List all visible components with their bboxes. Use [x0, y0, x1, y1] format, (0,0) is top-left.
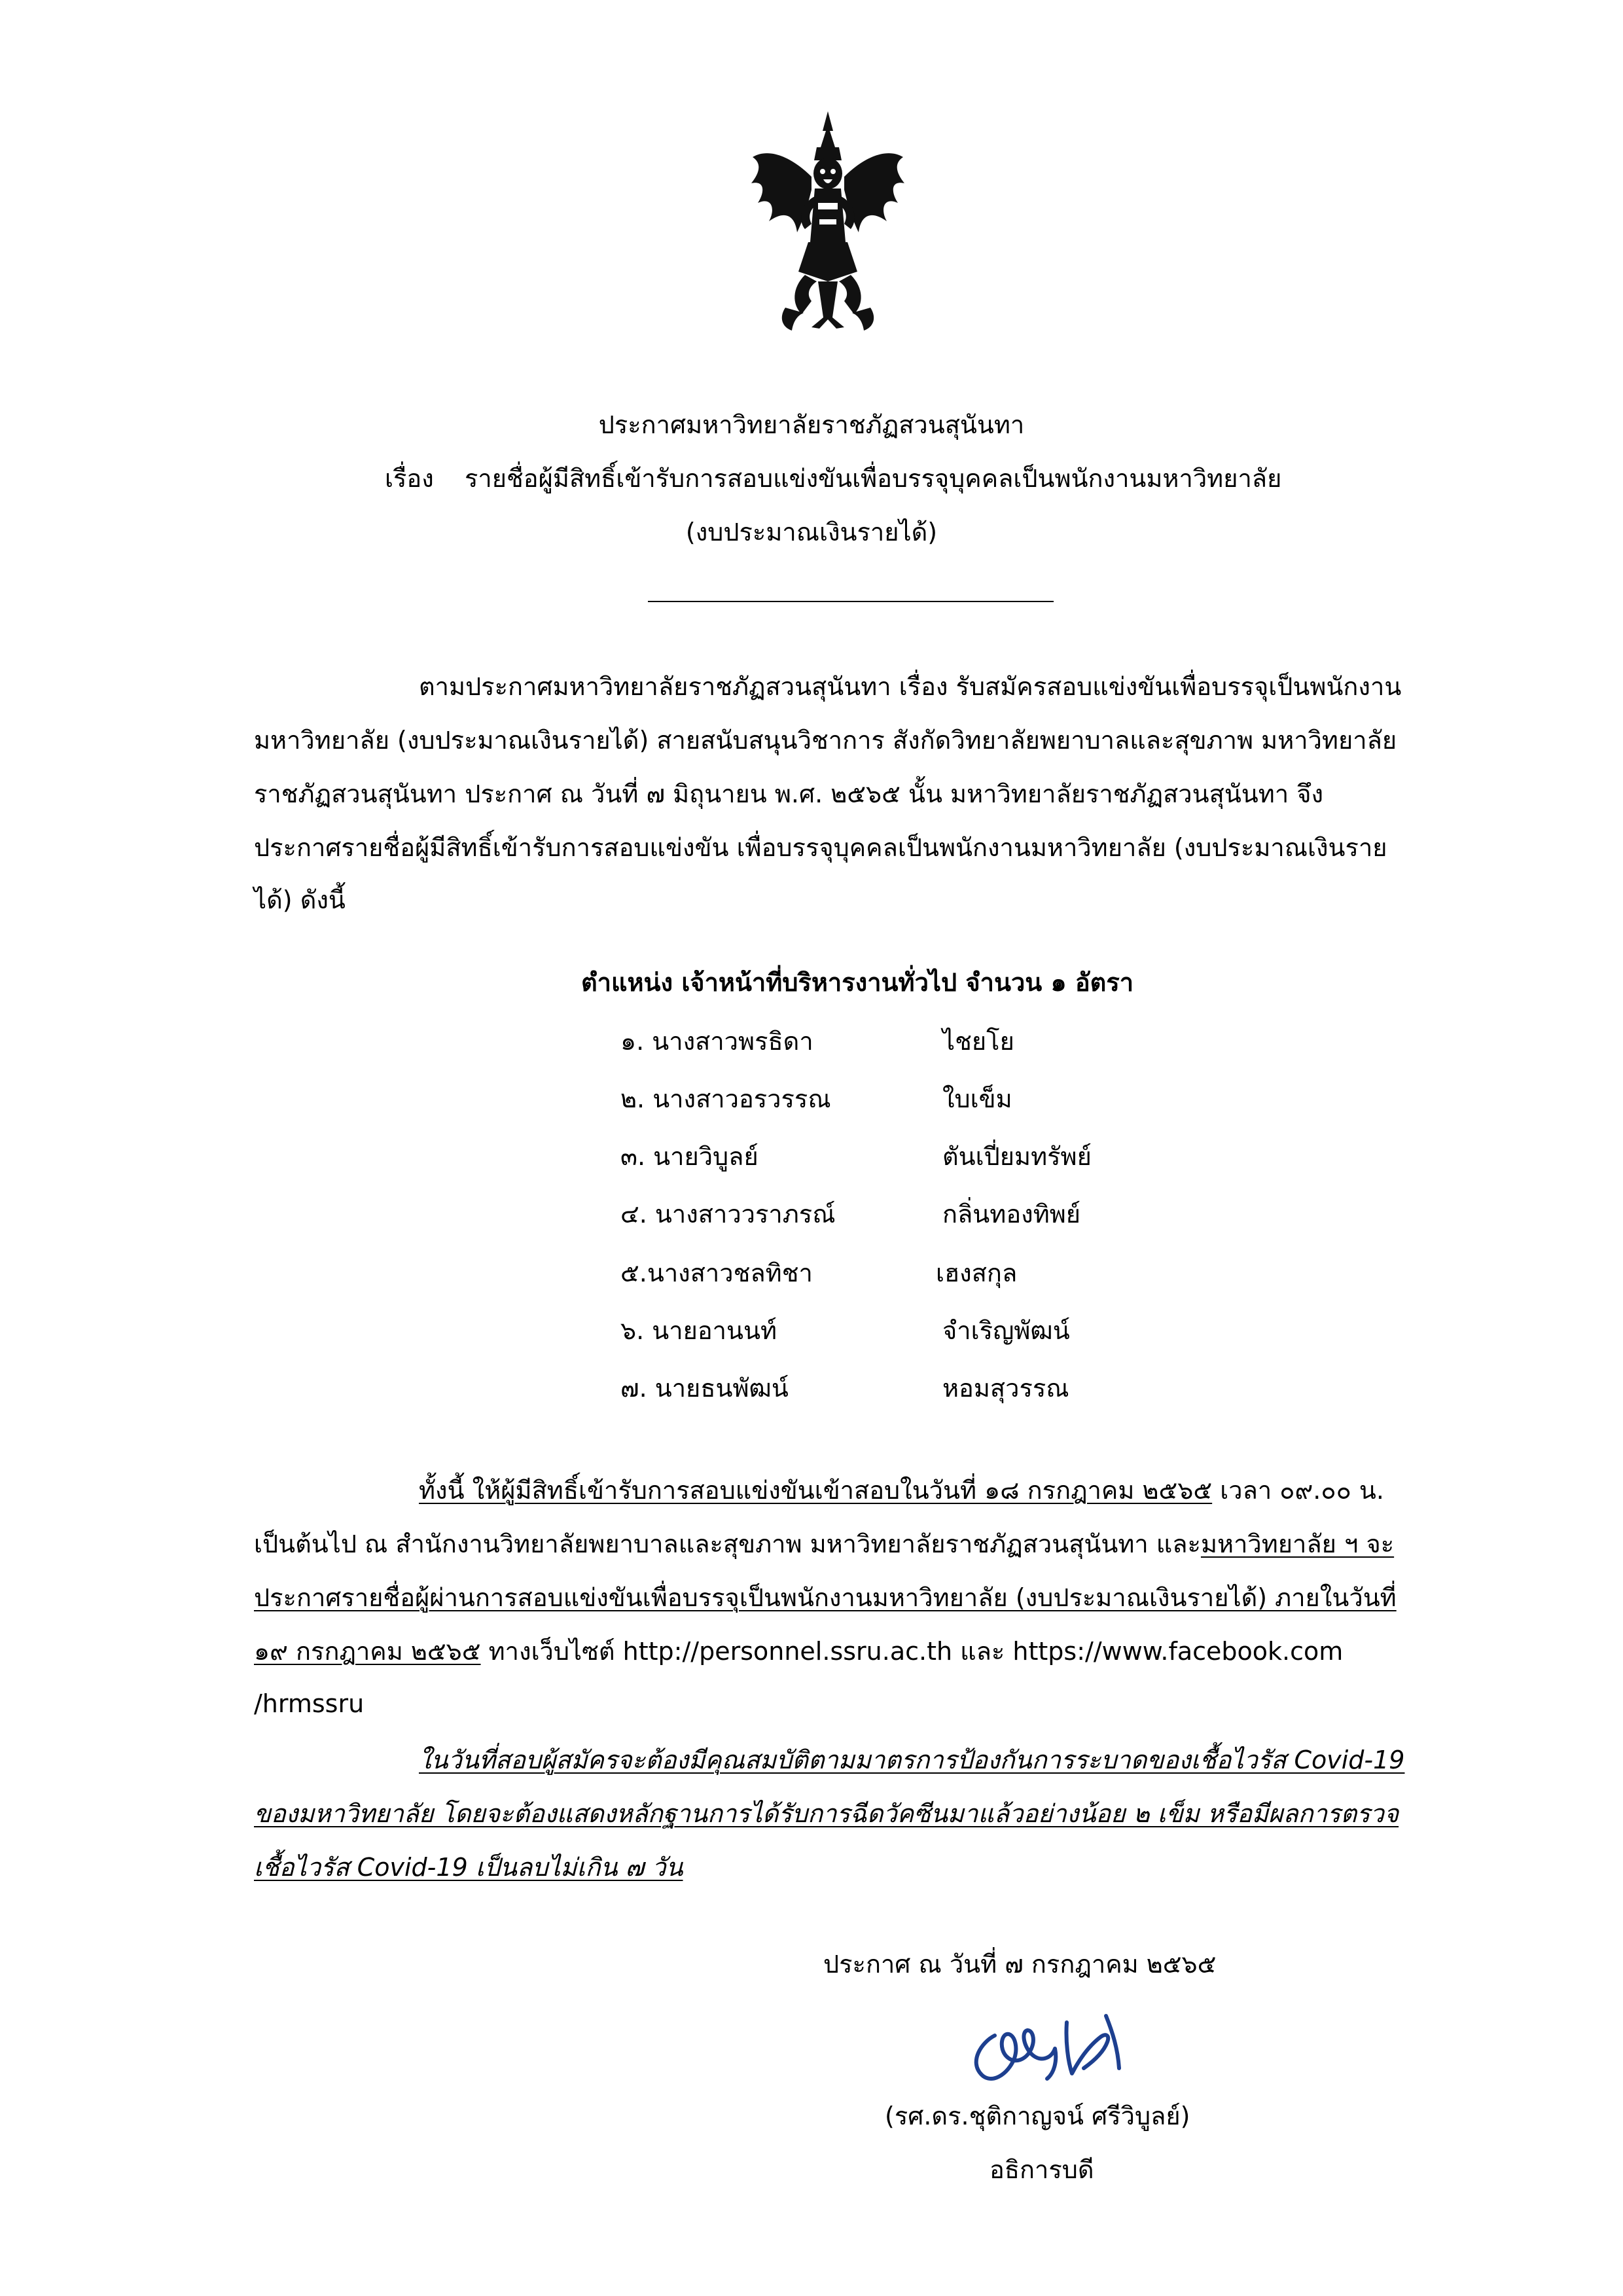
announcement-title: ประกาศมหาวิทยาลัยราชภัฏสวนสุนันทา: [598, 410, 1025, 439]
website-link-continued: /hrmssru: [254, 1689, 365, 1718]
results-announcement-line: ประกาศรายชื่อผู้ผ่านการสอบแข่งขันเพื่อบรรจุเป็นพนักงานมหาวิทยาลัย (งบประมาณเงินรายได้) ภายในวันที่: [254, 1583, 1397, 1612]
handwritten-signature-icon: [955, 1996, 1145, 2094]
candidate-first-name: ๗. นายธนพัฒน์: [620, 1374, 789, 1403]
budget-note: (งบประมาณเงินรายได้): [685, 518, 938, 547]
candidate-last-name: ตันเปี่ยมทรัพย์: [942, 1142, 1092, 1171]
signatory-title: อธิการบดี: [990, 2155, 1094, 2184]
exam-time: เวลา ๐๙.๐๐ น.: [1212, 1476, 1384, 1505]
candidate-first-name: ๕.นางสาวชลทิชา: [620, 1259, 813, 1287]
university-underlined: มหาวิทยาลัย ฯ จะ: [1200, 1530, 1395, 1558]
subject-text: รายชื่อผู้มีสิทธิ์เข้ารับการสอบแข่งขันเพื่อบรรจุบุคคลเป็นพนักงานมหาวิทยาลัย: [465, 464, 1282, 493]
candidate-last-name: ไชยโย: [942, 1027, 1014, 1056]
candidate-first-name: ๖. นายอานนท์: [620, 1316, 777, 1345]
subject-label: เรื่อง: [385, 464, 434, 493]
covid-notice-line: ของมหาวิทยาลัย โดยจะต้องแสดงหลักฐานการได้รับการฉีดวัคซีนมาแล้วอย่างน้อย ๒ เข็ม หรือมีผลการตรวจ: [254, 1799, 1399, 1828]
schedule-line: [419, 1478, 1384, 1503]
exam-venue: เป็นต้นไป ณ สำนักงานวิทยาลัยพยาบาลและสุขภาพ มหาวิทยาลัยราชภัฏสวนสุนันทา และ: [254, 1530, 1201, 1558]
intro-line: มหาวิทยาลัย (งบประมาณเงินรายได้) สายสนับสนุนวิชาการ สังกัดวิทยาลัยพยาบาลและสุขภาพ มหาวิทยาลัย: [254, 726, 1397, 755]
schedule-line: [254, 1639, 1343, 1664]
candidate-last-name: ใบเข็ม: [942, 1085, 1012, 1113]
schedule-line: [254, 1532, 1394, 1556]
signatory-name: (รศ.ดร.ชุติกาญจน์ ศรีวิบูลย์): [885, 2102, 1190, 2130]
intro-line: ได้) ดังนี้: [254, 886, 346, 914]
announcement-date: ประกาศ ณ วันที่ ๗ กรกฎาคม ๒๕๖๕: [823, 1950, 1217, 1979]
exam-date-underlined: ทั้งนี้ ให้ผู้มีสิทธิ์เข้ารับการสอบแข่งขันเข้าสอบในวันที่ ๑๘ กรกฎาคม ๒๕๖๕: [419, 1476, 1213, 1505]
candidate-last-name: เฮงสกุล: [936, 1259, 1018, 1287]
garuda-emblem-icon: [746, 111, 910, 334]
position-heading: ตำแหน่ง เจ้าหน้าที่บริหารงานทั่วไป จำนวน ๑ อัตรา: [581, 968, 1134, 997]
candidate-last-name: หอมสุวรรณ: [942, 1374, 1069, 1403]
covid-notice-line: เชื้อไวรัส Covid-19 เป็นลบไม่เกิน ๗ วัน: [254, 1853, 683, 1882]
candidate-first-name: ๔. นางสาววราภรณ์: [620, 1200, 836, 1229]
header-divider: [648, 601, 1054, 602]
intro-line: ตามประกาศมหาวิทยาลัยราชภัฏสวนสุนันทา เรื่อง รับสมัครสอบแข่งขันเพื่อบรรจุเป็นพนักงาน: [419, 672, 1402, 701]
covid-notice-line: ในวันที่สอบผู้สมัครจะต้องมีคุณสมบัติตามมาตรการป้องกันการระบาดของเชื้อไวรัส Covid-19: [419, 1746, 1405, 1774]
results-date-underlined: ๑๙ กรกฎาคม ๒๕๖๕: [254, 1637, 481, 1666]
candidate-first-name: ๒. นางสาวอรวรรณ: [620, 1085, 831, 1113]
candidate-last-name: จำเริญพัฒน์: [942, 1316, 1070, 1345]
intro-line: ประกาศรายชื่อผู้มีสิทธิ์เข้ารับการสอบแข่งขัน เพื่อบรรจุบุคคลเป็นพนักงานมหาวิทยาลัย (งบประมาณเงินราย: [254, 833, 1387, 862]
intro-line: ราชภัฏสวนสุนันทา ประกาศ ณ วันที่ ๗ มิถุนายน พ.ศ. ๒๕๖๕ นั้น มหาวิทยาลัยราชภัฏสวนสุนันทา จึง: [254, 780, 1324, 808]
website-links: ทางเว็บไซต์ http://personnel.ssru.ac.th และ https://www.facebook.com: [480, 1637, 1344, 1666]
candidate-last-name: กลิ่นทองทิพย์: [942, 1200, 1081, 1229]
candidate-first-name: ๑. นางสาวพรธิดา: [620, 1027, 813, 1056]
candidate-first-name: ๓. นายวิบูลย์: [620, 1142, 758, 1171]
